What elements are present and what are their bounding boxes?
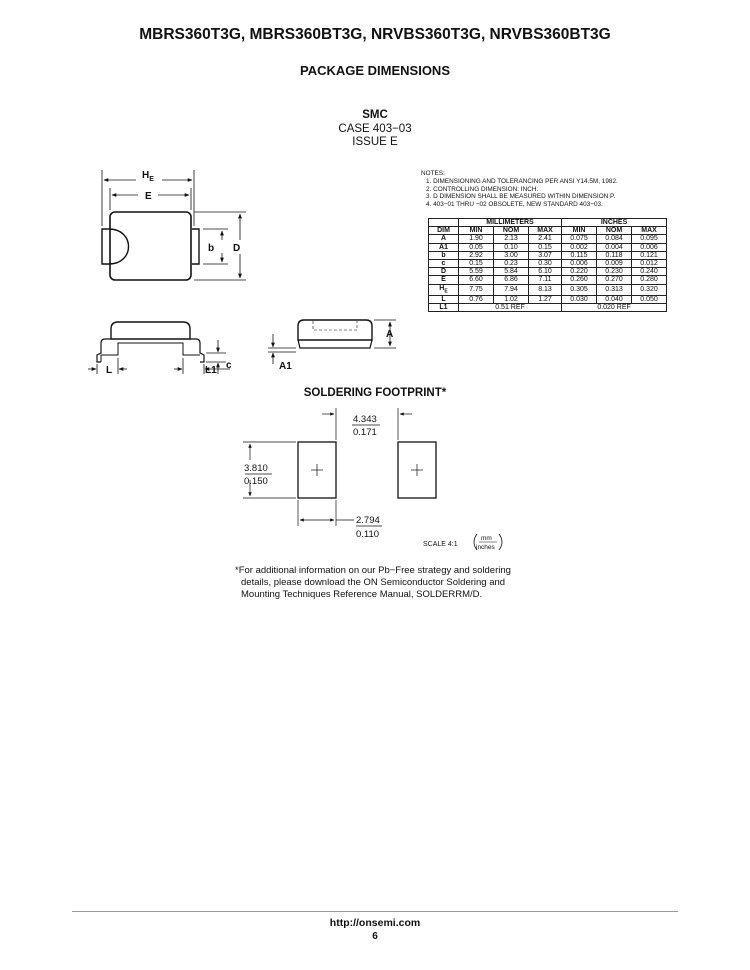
page-title: MBRS360T3G, MBRS360BT3G, NRVBS360T3G, NRVBS360BT3G — [139, 26, 611, 43]
footer-divider — [72, 911, 678, 912]
dim-cell: b — [429, 251, 459, 259]
note-item: 1. DIMENSIONING AND TOLERANCING PER ANSI Y14.5M, 1982. — [426, 177, 618, 185]
table-row — [429, 243, 667, 251]
value-cell: 0.51 REF — [459, 304, 562, 312]
value-cell: 8.13 — [529, 284, 562, 295]
package-drawing — [0, 0, 750, 400]
value-cell: 1.90 — [459, 235, 494, 243]
cathode-band — [109, 229, 129, 264]
table-row — [429, 259, 667, 267]
value-cell: 0.270 — [597, 276, 632, 284]
value-cell: 0.004 — [597, 243, 632, 251]
value-cell: 0.075 — [562, 235, 597, 243]
dim-cell: A — [429, 235, 459, 243]
value-cell: 0.095 — [632, 235, 667, 243]
value-cell: 5.84 — [494, 268, 529, 276]
footer-url[interactable]: http://onsemi.com — [329, 917, 421, 929]
dim-bottom-in: 0.110 — [356, 529, 380, 540]
value-cell: 0.280 — [632, 276, 667, 284]
note-item: 3. D DIMENSION SHALL BE MEASURED WITHIN DIMENSION P. — [426, 193, 616, 201]
value-cell: 0.009 — [597, 259, 632, 267]
value-cell: 6.86 — [494, 276, 529, 284]
soldering-title: SOLDERING FOOTPRINT* — [303, 387, 447, 399]
scale-label: SCALE 4:1 — [423, 541, 458, 548]
value-cell: 2.13 — [494, 235, 529, 243]
dim-cell: E — [429, 276, 459, 284]
value-cell: 7.75 — [459, 284, 494, 295]
value-cell: 1.27 — [529, 295, 562, 303]
value-cell: 2.41 — [529, 235, 562, 243]
value-cell: 0.260 — [562, 276, 597, 284]
column-header: MIN — [562, 227, 597, 235]
value-cell: 7.11 — [529, 276, 562, 284]
value-cell: 0.006 — [632, 243, 667, 251]
column-header: MAX — [529, 227, 562, 235]
group-header-in: INCHES — [562, 219, 667, 227]
value-cell: 0.030 — [562, 295, 597, 303]
table-corner — [429, 219, 459, 227]
value-cell: 6.10 — [529, 268, 562, 276]
value-cell: 0.05 — [459, 243, 494, 251]
table-row — [429, 304, 667, 312]
package-side-view — [111, 322, 190, 339]
table-row — [429, 268, 667, 276]
table-row — [429, 235, 667, 243]
value-cell: 0.15 — [529, 243, 562, 251]
footnote-line: *For additional information on our Pb−Free strategy and soldering — [235, 565, 511, 576]
value-cell: 0.313 — [597, 284, 632, 295]
note-item: 2. CONTROLLING DIMENSION: INCH. — [426, 185, 539, 193]
value-cell: 0.305 — [562, 284, 597, 295]
value-cell: 1.02 — [494, 295, 529, 303]
value-cell: 0.320 — [632, 284, 667, 295]
value-cell: 0.020 REF — [562, 304, 667, 312]
column-header: MAX — [632, 227, 667, 235]
dimension-table — [428, 218, 667, 312]
dim-left-in: 0.150 — [244, 476, 268, 487]
value-cell: 0.10 — [494, 243, 529, 251]
table-row — [429, 276, 667, 284]
dim-cell: L1 — [429, 304, 459, 312]
value-cell: 3.00 — [494, 251, 529, 259]
label-a1: A1 — [279, 361, 292, 372]
soldering-footprint-drawing — [0, 400, 750, 560]
dim-cell: $H_E$ — [429, 284, 459, 295]
label-b: b — [208, 243, 215, 254]
value-cell: 0.118 — [597, 251, 632, 259]
dim-top-mm: 4.343 — [353, 414, 377, 425]
value-cell: 0.15 — [459, 259, 494, 267]
package-issue: ISSUE E — [352, 136, 398, 148]
package-name: SMC — [362, 109, 388, 121]
label-he: $H_E$ — [142, 170, 154, 183]
value-cell: 0.040 — [597, 295, 632, 303]
label-a: A — [386, 329, 394, 340]
value-cell: 0.006 — [562, 259, 597, 267]
value-cell: 5.59 — [459, 268, 494, 276]
label-c: c — [226, 360, 232, 371]
value-cell: 0.084 — [597, 235, 632, 243]
table-row — [429, 284, 667, 295]
column-header: NOM — [597, 227, 632, 235]
value-cell: 7.94 — [494, 284, 529, 295]
column-header: NOM — [494, 227, 529, 235]
value-cell: 0.30 — [529, 259, 562, 267]
page-number: 6 — [372, 931, 378, 942]
right-lead-top-view — [192, 229, 199, 264]
value-cell: 0.115 — [562, 251, 597, 259]
table-row — [429, 295, 667, 303]
dim-left-mm: 3.810 — [244, 463, 268, 474]
unit-inches: inches — [476, 544, 495, 551]
value-cell: 3.07 — [529, 251, 562, 259]
footnote — [235, 565, 511, 601]
table-row — [429, 251, 667, 259]
section-title: PACKAGE DIMENSIONS — [300, 63, 450, 78]
note-item: 4. 403−01 THRU −02 OBSOLETE, NEW STANDARD 403−03. — [426, 201, 603, 209]
footnote-line: Mounting Techniques Reference Manual, SOLDERRM/D. — [241, 589, 483, 600]
package-top-view — [110, 212, 191, 280]
dim-top-in: 0.171 — [353, 427, 377, 438]
value-cell: 0.23 — [494, 259, 529, 267]
unit-mm: mm — [481, 535, 492, 542]
notes-heading: NOTES: — [421, 170, 445, 177]
value-cell: 0.220 — [562, 268, 597, 276]
value-cell: 0.76 — [459, 295, 494, 303]
dim-cell: L — [429, 295, 459, 303]
dim-cell: A1 — [429, 243, 459, 251]
value-cell: 0.012 — [632, 259, 667, 267]
value-cell: 0.002 — [562, 243, 597, 251]
value-cell: 0.230 — [597, 268, 632, 276]
footnote-line: details, please download the ON Semiconductor Soldering and — [241, 577, 506, 588]
value-cell: 6.60 — [459, 276, 494, 284]
value-cell: 0.050 — [632, 295, 667, 303]
left-lead-top-view — [102, 229, 109, 264]
notes — [421, 170, 618, 209]
dim-bottom-mm: 2.794 — [356, 515, 380, 526]
column-header: DIM — [429, 227, 459, 235]
value-cell: 0.240 — [632, 268, 667, 276]
value-cell: 0.121 — [632, 251, 667, 259]
package-case: CASE 403−03 — [338, 123, 412, 135]
label-l: L — [106, 365, 113, 376]
group-header-mm: MILLIMETERS — [459, 219, 562, 227]
value-cell: 2.92 — [459, 251, 494, 259]
label-l1: L1 — [205, 365, 217, 376]
label-e: E — [145, 191, 152, 202]
column-header: MIN — [459, 227, 494, 235]
dim-cell: c — [429, 259, 459, 267]
dim-cell: D — [429, 268, 459, 276]
label-d: D — [233, 243, 241, 254]
